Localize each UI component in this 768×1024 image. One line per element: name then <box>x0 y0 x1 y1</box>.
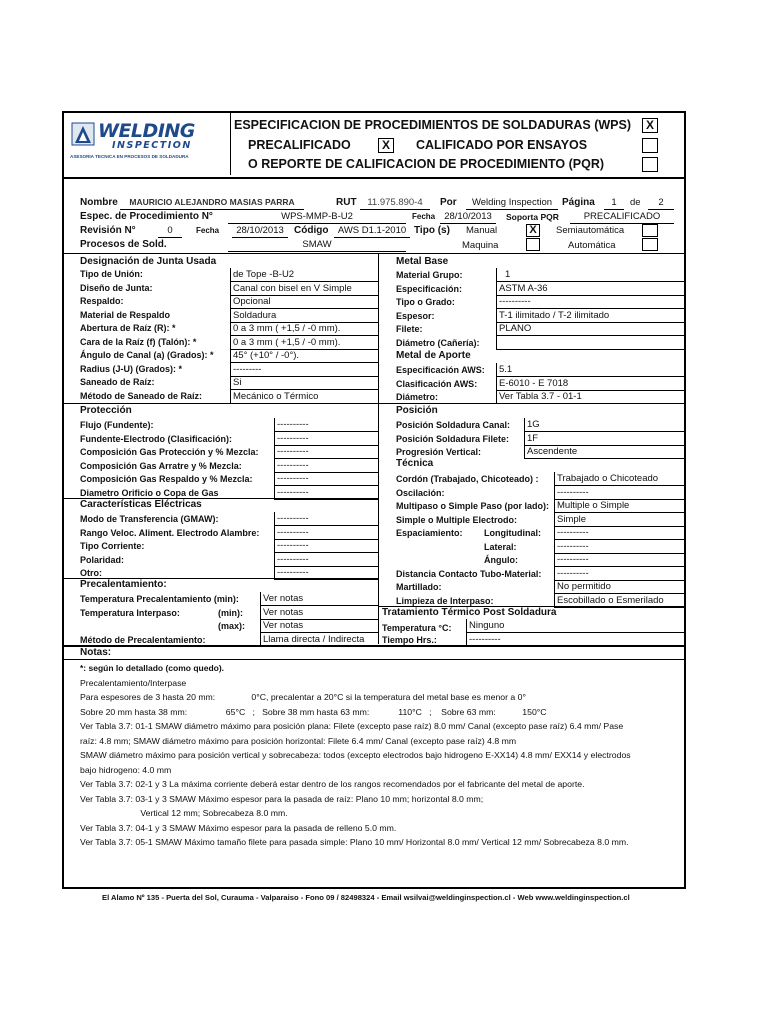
tratamiento-tiempo-label: Tiempo Hrs.: <box>382 635 437 645</box>
metal-base-label: Filete: <box>396 324 423 334</box>
semiauto-label: Semiautomática <box>556 225 625 236</box>
electricas-value[interactable]: ---------- <box>274 512 378 526</box>
electricas-title: Características Eléctricas <box>80 499 202 510</box>
precal-sublabel: (min): <box>218 607 243 618</box>
note-line: Ver Tabla 3.7: 05-1 SMAW Máximo tamaño filete para pasada simple: Plano 10 mm/ Horizontal 8.0 mm/ Vertical 12 mm/ Sobrecabeza 8.0 mm. <box>80 837 629 847</box>
electricas-label: Otro: <box>80 568 102 578</box>
junta-label: Radius (J-U) (Grados): * <box>80 363 183 374</box>
junta-label: Saneado de Raíz: <box>80 377 155 387</box>
tecnica-label: Oscilación: <box>396 487 445 498</box>
form-title: ESPECIFICACION DE PROCEDIMIENTOS DE SOLDADURAS (WPS) <box>234 118 632 132</box>
posicion-value[interactable]: 1F <box>524 432 684 446</box>
pagina-label: Página <box>562 197 595 208</box>
tecnica-sublabel: Lateral: <box>484 541 517 552</box>
calificado-label: CALIFICADO POR ENSAYOS <box>416 138 588 152</box>
nombre-label: Nombre <box>80 197 118 208</box>
posicion-value[interactable]: Ascendente <box>524 445 684 459</box>
pagina-de: de <box>630 197 641 208</box>
tecnica-title: Técnica <box>396 458 434 469</box>
electricas-label: Tipo Corriente: <box>80 541 145 551</box>
tecnica-value[interactable]: Escobillado o Esmerilado <box>554 594 684 608</box>
electricas-value[interactable]: ---------- <box>274 539 378 553</box>
junta-value[interactable]: Soldadura <box>230 309 378 323</box>
tecnica-value[interactable]: ---------- <box>554 567 684 581</box>
maquina-checkbox[interactable] <box>526 238 540 251</box>
junta-label: Ángulo de Canal (a) (Grados): * <box>80 350 214 360</box>
tecnica-value[interactable]: Multiple o Simple <box>554 499 684 513</box>
posicion-label: Posición Soldadura Canal: <box>396 420 511 430</box>
tratamiento-title: Tratamiento Térmico Post Soldadura <box>382 607 557 618</box>
soporta-value[interactable]: PRECALIFICADO <box>570 211 674 224</box>
metal-base-value[interactable] <box>496 336 684 350</box>
codigo-value[interactable]: AWS D1.1-2010 <box>334 225 410 238</box>
revision-value[interactable]: 0 <box>158 225 182 238</box>
junta-value[interactable]: 0 a 3 mm ( +1,5 / -0 mm). <box>230 322 378 336</box>
metal-base-label: Especificación: <box>396 283 463 294</box>
precal-sublabel: (max): <box>218 621 246 631</box>
maquina-label: Maquina <box>462 240 499 251</box>
espec-label: Espec. de Procedimiento N° <box>80 211 213 222</box>
tecnica-label: Multipaso o Simple Paso (por lado): <box>396 501 550 511</box>
rut-label: RUT <box>336 197 357 208</box>
tecnica-value[interactable]: ---------- <box>554 526 684 540</box>
tecnica-value[interactable]: Trabajado o Chicoteado <box>554 472 684 486</box>
metal-aporte-value[interactable]: E-6010 - E 7018 <box>496 377 684 391</box>
junta-label: Tipo de Unión: <box>80 269 143 279</box>
junta-value[interactable]: --------- <box>230 363 378 377</box>
logo-tagline: ASESORIA TECNICA EN PROCESOS DE SOLDADURA <box>70 154 189 159</box>
precal-value[interactable]: Llama directa / Indirecta <box>260 633 378 647</box>
proteccion-title: Protección <box>80 405 132 416</box>
semiauto-checkbox[interactable] <box>642 224 658 237</box>
tecnica-sublabel: Longitudinal: <box>484 528 541 538</box>
note-line: raíz: 4.8 mm; SMAW diámetro máximo para posición horizontal: Filete 6.4 mm/ Canal (excepto pase raíz) 4.8 mm <box>80 735 517 746</box>
proteccion-value[interactable]: ---------- <box>274 432 378 446</box>
junta-value[interactable]: 0 a 3 mm ( +1,5 / -0 mm). <box>230 336 378 350</box>
company-logo <box>68 117 228 175</box>
metal-base-label: Tipo o Grado: <box>396 297 455 307</box>
pagina-total[interactable]: 2 <box>648 197 674 210</box>
manual-label: Manual <box>466 225 498 236</box>
procesos-value[interactable]: SMAW <box>228 239 406 252</box>
calificado-checkbox[interactable] <box>642 138 658 153</box>
automatica-checkbox[interactable] <box>642 238 658 251</box>
note-line: Ver Tabla 3.7: 04-1 y 3 SMAW Máximo espesor para la pasada de relleno 5.0 mm. <box>80 822 397 833</box>
fecha2-value[interactable]: 28/10/2013 <box>232 225 288 238</box>
junta-label: Diseño de Junta: <box>80 282 153 293</box>
fecha2-label: Fecha <box>196 226 220 235</box>
tecnica-label: Martillado: <box>396 582 442 592</box>
note-line: bajo hidrogeno: 4.0 mm <box>80 764 172 775</box>
section-line <box>64 403 684 404</box>
notas-body <box>80 661 631 850</box>
precalificado-checkbox[interactable]: X <box>378 138 394 153</box>
precal-value[interactable]: Ver notas <box>260 619 378 633</box>
procesos-label: Procesos de Sold. <box>80 239 167 250</box>
posicion-value[interactable]: 1G <box>524 418 684 432</box>
automatica-label: Automática <box>568 240 616 251</box>
tipo-label: Tipo (s) <box>414 225 450 236</box>
proteccion-label: Composición Gas Arratre y % Mezcla: <box>80 460 242 471</box>
metal-base-value[interactable]: ASTM A-36 <box>496 282 684 296</box>
tecnica-value[interactable]: No permitido <box>554 580 684 594</box>
electricas-value[interactable]: ---------- <box>274 553 378 567</box>
metal-base-title: Metal Base <box>396 256 449 267</box>
tecnica-value[interactable]: ---------- <box>554 553 684 567</box>
metal-aporte-label: Diámetro: <box>396 392 439 402</box>
tecnica-label: Simple o Multiple Electrodo: <box>396 514 518 525</box>
tratamiento-temp-value[interactable]: Ninguno <box>466 619 684 633</box>
logo-sub: INSPECTION <box>112 140 192 151</box>
metal-base-label: Diámetro (Cañería): <box>396 337 480 348</box>
por-label: Por <box>440 197 457 208</box>
proteccion-label: Composición Gas Protección y % Mezcla: <box>80 447 259 457</box>
rut-value[interactable]: 11.975.890-4 <box>360 197 430 210</box>
note-line: Ver Tabla 3.7: 02-1 y 3 La máxima corriente deberá estar dentro de los rangos recomendados por el fabricante del metal de aporte. <box>80 779 585 789</box>
pqr-checkbox[interactable] <box>642 157 658 172</box>
nombre-value[interactable]: MAURICIO ALEJANDRO MASIAS PARRA <box>120 197 304 210</box>
wps-form <box>62 111 686 889</box>
fecha1-label: Fecha <box>412 212 436 221</box>
electricas-label: Modo de Transferencia (GMAW): <box>80 514 219 524</box>
junta-label: Cara de la Raíz (f) (Talón): * <box>80 336 197 347</box>
junta-value[interactable]: 45° (+10° / -0°). <box>230 349 378 363</box>
tecnica-sublabel: Ángulo: <box>484 555 518 565</box>
precal-value[interactable]: Ver notas <box>260 606 378 620</box>
proteccion-label: Fundente-Electrodo (Clasificación): <box>80 433 233 444</box>
note-line: Vertical 12 mm; Sobrecabeza 8.0 mm. <box>80 808 288 818</box>
proteccion-value[interactable]: ---------- <box>274 472 378 486</box>
metal-aporte-label: Clasificación AWS: <box>396 378 478 389</box>
posicion-title: Posición <box>396 405 438 416</box>
precal-label: Temperatura Interpaso: <box>80 607 180 618</box>
metal-aporte-title: Metal de Aporte <box>396 350 471 361</box>
notas-title: Notas: <box>80 647 112 658</box>
espec-value[interactable]: WPS-MMP-B-U2 <box>228 211 406 224</box>
junta-title: Designación de Junta Usada <box>80 256 217 267</box>
junta-label: Método de Saneado de Raíz: <box>80 390 203 401</box>
proteccion-value[interactable]: ---------- <box>274 418 378 432</box>
proteccion-value[interactable]: ---------- <box>274 445 378 459</box>
junta-label: Material de Respaldo <box>80 309 171 320</box>
electricas-value[interactable]: ---------- <box>274 526 378 540</box>
note-line: *: según lo detallado (como quedo). <box>80 663 225 673</box>
section-line <box>64 659 684 660</box>
proteccion-value[interactable]: ---------- <box>274 486 378 500</box>
header-divider <box>230 113 231 175</box>
column-divider <box>378 254 379 644</box>
note-line: Ver Tabla 3.7: 01-1 SMAW diámetro máximo para posición plana: Filete (excepto pase raíz) 8.0 mm/ Canal (excepto pase raíz) 6.4 mm/ Pase <box>80 721 624 731</box>
precal-label: Temperatura Precalentamiento (min): <box>80 594 239 604</box>
logo-name: WELDING <box>98 120 195 142</box>
electricas-label: Polaridad: <box>80 554 125 565</box>
metal-aporte-value[interactable]: 5.1 <box>496 363 684 377</box>
junta-label: Abertura de Raíz (R): * <box>80 323 176 333</box>
note-line: SMAW diámetro máximo para posición vertical y sobrecabeza: todos (excepto electrodos bajo hidrogeno E-XX14) 4.8 mm/ EXX14 y electrodos <box>80 750 631 760</box>
metal-aporte-label: Especificación AWS: <box>396 365 485 375</box>
manual-checkbox[interactable]: X <box>526 224 540 237</box>
proteccion-label: Composición Gas Respaldo y % Mezcla: <box>80 474 253 484</box>
tecnica-value[interactable]: Simple <box>554 513 684 527</box>
logo-emblem-icon <box>70 121 96 147</box>
wps-checkbox[interactable]: X <box>642 118 658 133</box>
page-footer: El Alamo Nº 135 - Puerta del Sol, Curauma - Valparaiso - Fono 09 / 82498324 - Email wsilvai@weldinginspection.cl - Web www.weldinginspection.cl <box>102 893 630 902</box>
pqr-label: O REPORTE DE CALIFICACION DE PROCEDIMIENTO (PQR) <box>248 157 605 171</box>
precalificado-label: PRECALIFICADO <box>248 138 351 152</box>
metal-base-value[interactable]: ---------- <box>496 295 684 309</box>
header-bottom-line <box>64 177 684 179</box>
proteccion-label: Flujo (Fundente): <box>80 420 154 430</box>
junta-value[interactable]: Opcional <box>230 295 378 309</box>
note-line: Precalentamiento/Interpase <box>80 677 187 688</box>
por-value[interactable]: Welding Inspection <box>466 197 558 210</box>
metal-base-label: Espesor: <box>396 310 435 321</box>
fecha1-value[interactable]: 28/10/2013 <box>440 211 496 224</box>
proteccion-label: Diametro Orificio o Copa de Gas <box>80 487 219 498</box>
posicion-label: Posición Soldadura Filete: <box>396 433 510 444</box>
tecnica-label: Distancia Contacto Tubo-Material: <box>396 568 542 579</box>
pagina-number[interactable]: 1 <box>604 197 624 210</box>
metal-base-value[interactable]: T-1 ilimitado / T-2 ilimitado <box>496 309 684 323</box>
soporta-label: Soporta PQR <box>506 212 559 222</box>
note-line: Para espesores de 3 hasta 20 mm: 0°C, precalentar a 20°C si la temperatura del metal base es menor a 0° <box>80 692 526 702</box>
proteccion-value[interactable]: ---------- <box>274 459 378 473</box>
revision-label: Revisión N° <box>80 225 136 236</box>
tecnica-value[interactable]: ---------- <box>554 540 684 554</box>
junta-value[interactable]: de Tope -B-U2 <box>230 268 378 282</box>
tratamiento-temp-label: Temperatura °C: <box>382 623 452 633</box>
junta-value[interactable]: Si <box>230 376 378 390</box>
electricas-label: Rango Veloc. Aliment. Electrodo Alambre: <box>80 527 260 538</box>
note-line: Ver Tabla 3.7: 03-1 y 3 SMAW Máximo espesor para la pasada de raíz: Plano 10 mm; horizontal 8.0 mm; <box>80 793 484 804</box>
tecnica-label: Espaciamiento: <box>396 528 463 538</box>
tecnica-label: Limpieza de Interpaso: <box>396 595 494 606</box>
tecnica-value[interactable]: ---------- <box>554 486 684 500</box>
note-line: Sobre 20 mm hasta 38 mm: 65°C ; Sobre 38 mm hasta 63 mm: 110°C ; Sobre 63 mm: 150°C <box>80 706 547 717</box>
section-line <box>64 645 684 647</box>
junta-label: Respaldo: <box>80 296 124 306</box>
posicion-label: Progresión Vertical: <box>396 447 482 457</box>
metal-base-label: Material Grupo: <box>396 270 463 280</box>
precal-title: Precalentamiento: <box>80 579 167 590</box>
metal-base-value[interactable]: 1 <box>496 268 684 282</box>
metal-aporte-value[interactable]: Ver Tabla 3.7 - 01-1 <box>496 390 684 404</box>
tratamiento-tiempo-value[interactable]: ---------- <box>466 633 684 647</box>
metal-base-value[interactable]: PLANO <box>496 322 684 336</box>
junta-value[interactable]: Mecánico o Térmico <box>230 390 378 404</box>
electricas-value[interactable]: ---------- <box>274 566 378 580</box>
info-bottom-line <box>64 253 684 254</box>
junta-value[interactable]: Canal con bisel en V Simple <box>230 282 378 296</box>
codigo-label: Código <box>294 225 329 236</box>
tecnica-label: Cordón (Trabajado, Chicoteado) : <box>396 474 539 484</box>
precal-label: Método de Precalentamiento: <box>80 634 206 645</box>
precal-value[interactable]: Ver notas <box>260 592 378 606</box>
